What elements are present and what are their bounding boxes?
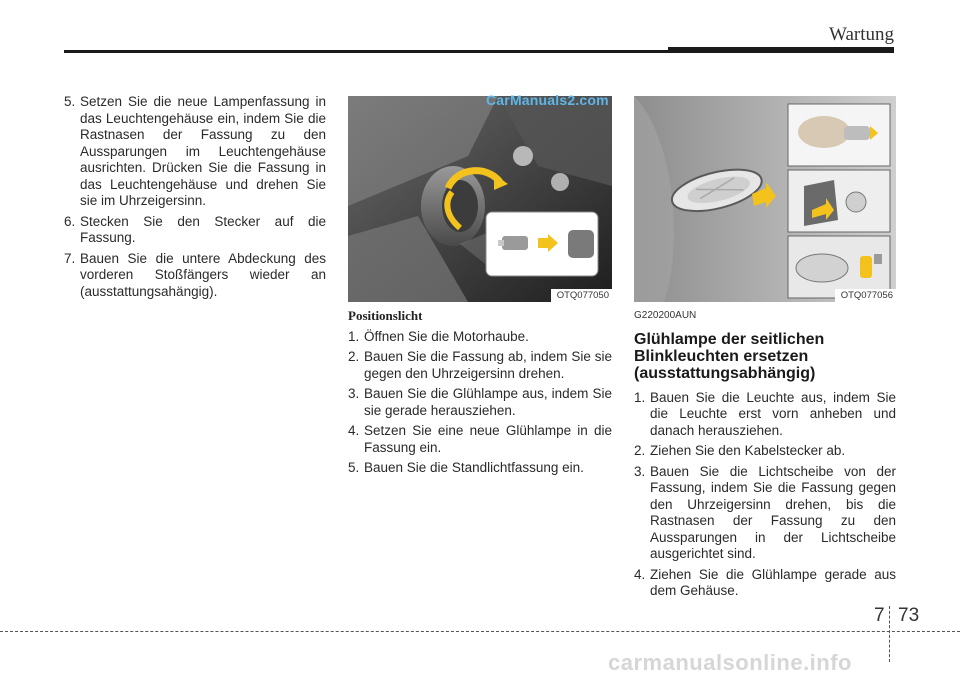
list-item xyxy=(64,94,326,210)
step-text: Ziehen Sie den Kabelstecker ab. xyxy=(650,443,846,458)
list-item xyxy=(64,251,326,301)
step-text: Stecken Sie den Stecker auf die Fassung. xyxy=(80,213,326,245)
step-number: 4. xyxy=(348,423,360,438)
step-text: Setzen Sie die neue Lampenfassung in das Leuchtengehäuse ein, indem Sie die Rastnasen der Fassung zu den Aussparungen im Leuchtengehäuse ausrichten. Drücken Sie die Fassung in das Leuchtengehäuse und drehen Sie sie im Uhrzeigersinn. xyxy=(80,94,326,208)
side-marker-illustration xyxy=(634,96,896,302)
chapter-number: 7 xyxy=(874,605,885,626)
step-number: 3. xyxy=(634,463,646,479)
step-text: Bauen Sie die Fassung ab, indem Sie sie gegen den Uhrzeigersinn drehen. xyxy=(364,349,612,381)
header-title: Wartung xyxy=(829,24,894,45)
step-text: Bauen Sie die untere Abdeckung des vorderen Stoßfängers wieder an (ausstattungsahängig). xyxy=(80,250,326,299)
header-rule-accent xyxy=(668,47,894,53)
step-text: Bauen Sie die Standlichtfassung ein. xyxy=(364,460,584,475)
list-item xyxy=(348,423,612,456)
list-item xyxy=(634,464,896,563)
page-number-divider xyxy=(889,606,891,662)
step-number: 1. xyxy=(634,389,646,405)
section-heading: Glühlampe der seitlichen Blinkleuchten ersetzen (ausstattungsabhängig) xyxy=(634,330,825,382)
page-number: 73 xyxy=(898,605,920,626)
steps-list xyxy=(348,329,612,477)
section-code: G220200AUN xyxy=(634,310,697,321)
step-number: 3. xyxy=(348,386,360,401)
list-item xyxy=(634,443,896,460)
engine-bay-figure xyxy=(348,96,612,302)
step-text: Öffnen Sie die Motorhaube. xyxy=(364,328,529,344)
engine-bay-illustration xyxy=(348,96,612,302)
left-column xyxy=(64,94,326,304)
footer-rule xyxy=(0,631,960,632)
section-subhead: Positionslicht xyxy=(348,308,423,323)
step-number: 5. xyxy=(348,460,360,475)
step-number: 2. xyxy=(348,349,360,364)
step-number: 6. xyxy=(64,213,76,229)
list-item xyxy=(348,329,612,346)
step-text: Bauen Sie die Lichtscheibe von der Fassung, indem Sie die Fassung gegen den Uhrzeigersinn drehen, bis die Rastnasen der Fassung zu den Aussparungen in der Lichtscheibe ausgerichtet sind. xyxy=(650,463,896,561)
list-item xyxy=(348,386,612,419)
list-item xyxy=(634,567,896,600)
figure-caption: OTQ077050 xyxy=(551,289,612,302)
footer-watermark: carmanualsonline.info xyxy=(608,650,852,675)
step-text: Setzen Sie eine neue Glühlampe in die Fassung ein. xyxy=(364,423,612,455)
list-item xyxy=(634,390,896,440)
step-text: Bauen Sie die Leuchte aus, indem Sie die Leuchte erst vorn anheben und danach herausziehen. xyxy=(650,389,896,438)
list-item xyxy=(348,460,612,477)
middle-column xyxy=(348,304,612,481)
figure-caption: OTQ077056 xyxy=(835,289,896,302)
side-marker-figure xyxy=(634,96,896,302)
steps-list xyxy=(64,94,326,300)
steps-list xyxy=(634,390,896,600)
step-number: 2. xyxy=(634,443,646,458)
right-column xyxy=(634,304,896,604)
step-text: Ziehen Sie die Glühlampe gerade aus dem Gehäuse. xyxy=(650,566,896,598)
list-item xyxy=(348,349,612,382)
step-number: 1. xyxy=(348,328,360,344)
step-number: 4. xyxy=(634,566,646,582)
watermark: CarManuals2.com xyxy=(486,92,609,108)
step-text: Bauen Sie die Glühlampe aus, indem Sie sie gerade herausziehen. xyxy=(364,386,612,418)
list-item xyxy=(64,214,326,247)
step-number: 5. xyxy=(64,94,76,109)
step-number: 7. xyxy=(64,250,76,266)
